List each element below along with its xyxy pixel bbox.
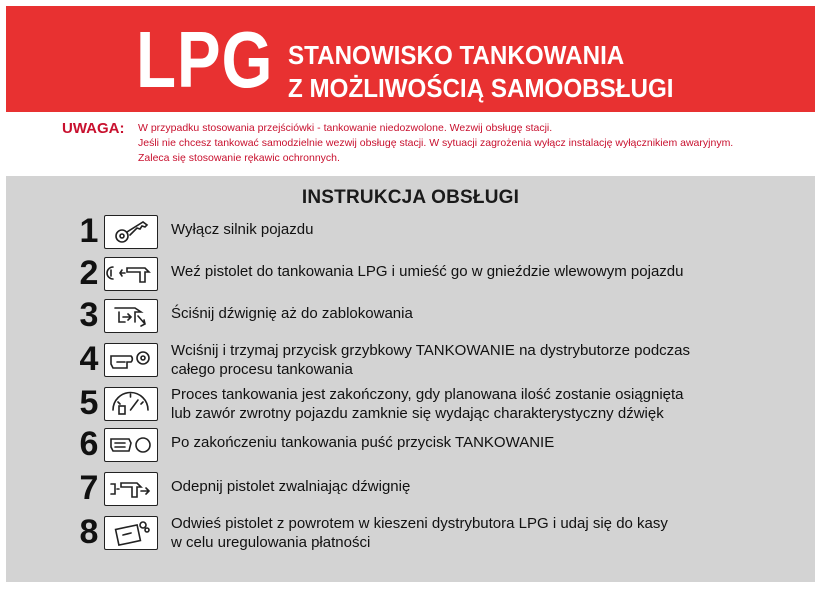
step-text-line: Wciśnij i trzymaj przycisk grzybkowy TANKOWANIE na dystrybutorze podczas xyxy=(171,342,691,359)
step-text-line: w celu uregulowania płatności xyxy=(171,534,371,551)
step-text-line: Odepnij pistolet zwalniając dźwignię xyxy=(171,478,411,495)
nozzle-insert-icon xyxy=(104,257,158,291)
press-button-icon xyxy=(104,343,158,377)
step-number: 2 xyxy=(79,254,99,292)
release-button-icon xyxy=(104,428,158,462)
warning-text xyxy=(138,121,733,166)
step-text-line: Ściśnij dźwignię aż do zablokowania xyxy=(171,305,413,322)
step-text-line: lub zawór zwrotny pojazdu zamknie się wydając charakterystyczny dźwięk xyxy=(171,405,664,422)
warning-label: UWAGA: xyxy=(62,120,125,137)
fuel-gauge-icon xyxy=(104,387,158,421)
step-number: 7 xyxy=(79,469,99,507)
step-number: 1 xyxy=(79,212,99,250)
warning-line: Jeśli nie chcesz tankować samodzielnie wezwij obsługę stacji. W sytuacji zagrożenia wyłącz instalację wyłącznikiem awaryjnym. xyxy=(138,137,734,149)
step-number: 5 xyxy=(79,384,99,422)
step-text-line: Po zakończeniu tankowania puść przycisk TANKOWANIE xyxy=(171,434,555,451)
header-banner xyxy=(6,6,815,112)
step-number: 8 xyxy=(79,513,99,551)
title-line-1: STANOWISKO TANKOWANIA xyxy=(288,40,625,70)
lpg-logo: LPG xyxy=(136,15,274,104)
step-number: 6 xyxy=(79,425,99,463)
ignition-key-icon xyxy=(104,215,158,249)
step-text-line: Weź pistolet do tankowania LPG i umieść go w gnieździe wlewowym pojazdu xyxy=(171,263,684,280)
warning-notice xyxy=(62,120,802,172)
warning-line: W przypadku stosowania przejściówki - tankowanie niedozwolone. Wezwij obsługę stacji. xyxy=(138,122,553,134)
title-line-2: Z MOŻLIWOŚCIĄ SAMOOBSŁUGI xyxy=(288,73,674,103)
instructions-title: INSTRUKCJA OBSŁUGI xyxy=(301,187,520,208)
payment-icon xyxy=(104,516,158,550)
step-text-line: całego procesu tankowania xyxy=(171,361,353,378)
step-text-line: Wyłącz silnik pojazdu xyxy=(171,221,314,238)
page-title xyxy=(288,39,674,105)
step-number: 4 xyxy=(79,340,99,378)
nozzle-detach-icon xyxy=(104,472,158,506)
step-text-line: Proces tankowania jest zakończony, gdy planowana ilość zostanie osiągnięta xyxy=(171,386,684,403)
step-number: 3 xyxy=(79,296,99,334)
lever-squeeze-icon xyxy=(104,299,158,333)
warning-line: Zaleca się stosowanie rękawic ochronnych. xyxy=(138,152,340,164)
step-text-line: Odwieś pistolet z powrotem w kieszeni dystrybutora LPG i udaj się do kasy xyxy=(171,515,668,532)
